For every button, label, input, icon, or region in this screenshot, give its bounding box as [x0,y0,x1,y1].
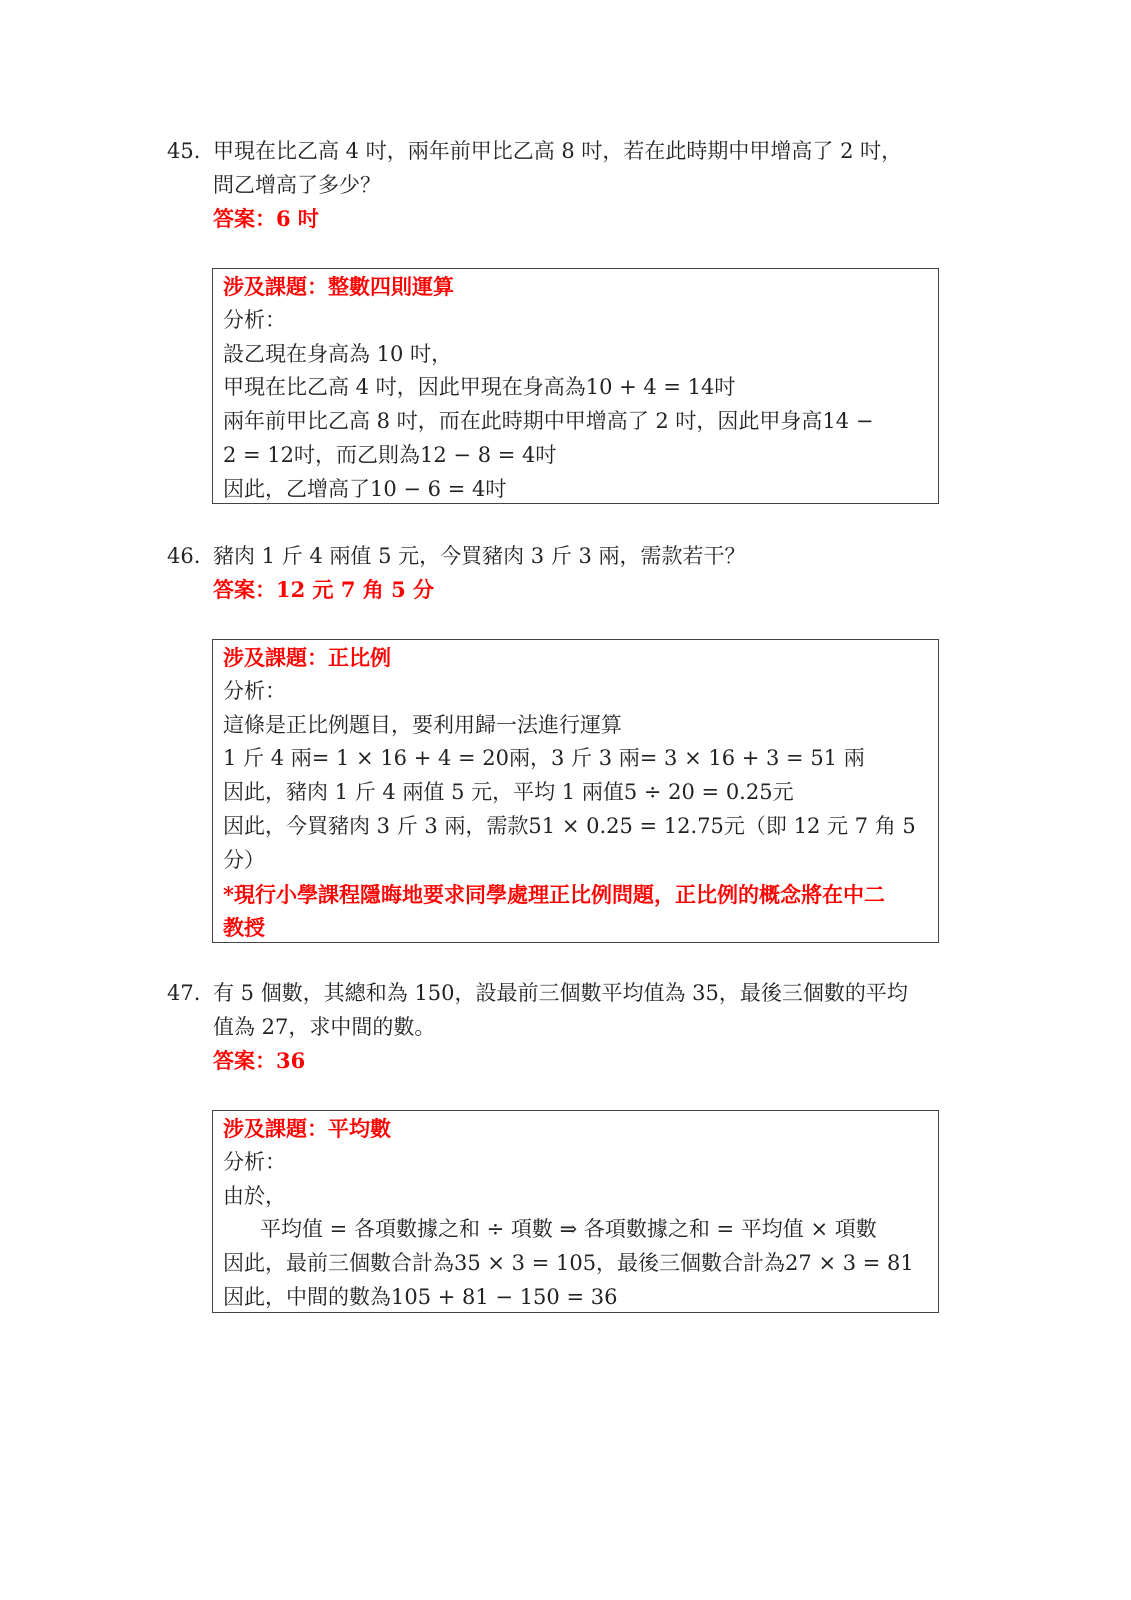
analysis-line: 因此，最前三個數合計為35 × 3 = 105，最後三個數合計為27 × 3 = 81 [223,1251,914,1276]
analysis-line: 因此，豬肉 1 斤 4 兩值 5 元，平均 1 兩值5 ÷ 20 = 0.25元 [223,780,794,805]
question-line [167,539,967,573]
question-text: 有 5 個數，其總和為 150，設最前三個數平均值為 35，最後三個數的平均 [213,981,908,1005]
curriculum-note: 教授 [223,915,265,941]
question-text: 問乙增高了多少？ [213,173,381,197]
analysis-line: 分析： [223,307,286,332]
analysis-line: 2 = 12吋，而乙則為12 − 8 = 4吋 [223,442,557,467]
question-line [167,976,967,1010]
answer: 答案：12 元 7 角 5 分 [213,577,435,602]
question-number: 47. [167,981,201,1005]
topic-heading: 涉及課題：整數四則運算 [223,274,454,299]
answer-line [167,202,967,236]
answer-line [167,1044,967,1078]
answer-line [167,573,967,607]
question-text: 豬肉 1 斤 4 兩值 5 元，今買豬肉 3 斤 3 兩，需款若干？ [213,544,746,568]
curriculum-note: *現行小學課程隱晦地要求同學處理正比例問題，正比例的概念將在中二 [223,881,885,907]
analysis-line: 這條是正比例題目，要利用歸一法進行運算 [223,712,622,737]
answer: 答案：36 [213,1048,306,1073]
analysis-line: 分） [223,847,265,872]
analysis-line: 分析： [223,678,286,703]
question-46 [167,539,967,607]
analysis-line: 設乙現在身高為 10 吋， [223,341,453,366]
analysis-line: 因此，乙增高了10 − 6 = 4吋 [223,476,507,501]
question-45 [167,134,967,236]
analysis-line: 兩年前甲比乙高 8 吋，而在此時期中甲增高了 2 吋，因此甲身高14 − [223,409,874,434]
analysis-line: 因此，中間的數為105 + 81 − 150 = 36 [223,1284,618,1309]
question-number: 45. [167,139,201,163]
question-number: 46. [167,544,201,568]
question-line [167,168,967,202]
topic-heading: 涉及課題：平均數 [223,1116,391,1141]
question-text: 甲現在比乙高 4 吋，兩年前甲比乙高 8 吋，若在此時期中甲增高了 2 吋， [213,139,903,163]
formula-line: 平均值 = 各項數據之和 ÷ 項數 ⇒ 各項數據之和 = 平均值 × 項數 [260,1217,877,1242]
analysis-line: 因此，今買豬肉 3 斤 3 兩，需款51 × 0.25 = 12.75元（即 12 元 7 角 5 [223,813,916,838]
answer: 答案：6 吋 [213,206,319,231]
topic-heading: 涉及課題：正比例 [223,645,391,670]
analysis-line: 由於， [223,1183,286,1208]
analysis-line: 1 斤 4 兩= 1 × 16 + 4 = 20兩，3 斤 3 兩= 3 × 16 + 3 = 51 兩 [223,746,865,771]
analysis-line: 甲現在比乙高 4 吋，因此甲現在身高為10 + 4 = 14吋 [223,375,736,400]
analysis-box-47 [212,1110,939,1313]
analysis-box-45 [212,268,939,504]
question-line [167,134,967,168]
analysis-line: 分析： [223,1149,286,1174]
question-47 [167,976,967,1078]
question-text: 值為 27，求中間的數。 [213,1015,436,1039]
question-line [167,1010,967,1044]
analysis-box-46 [212,639,939,943]
